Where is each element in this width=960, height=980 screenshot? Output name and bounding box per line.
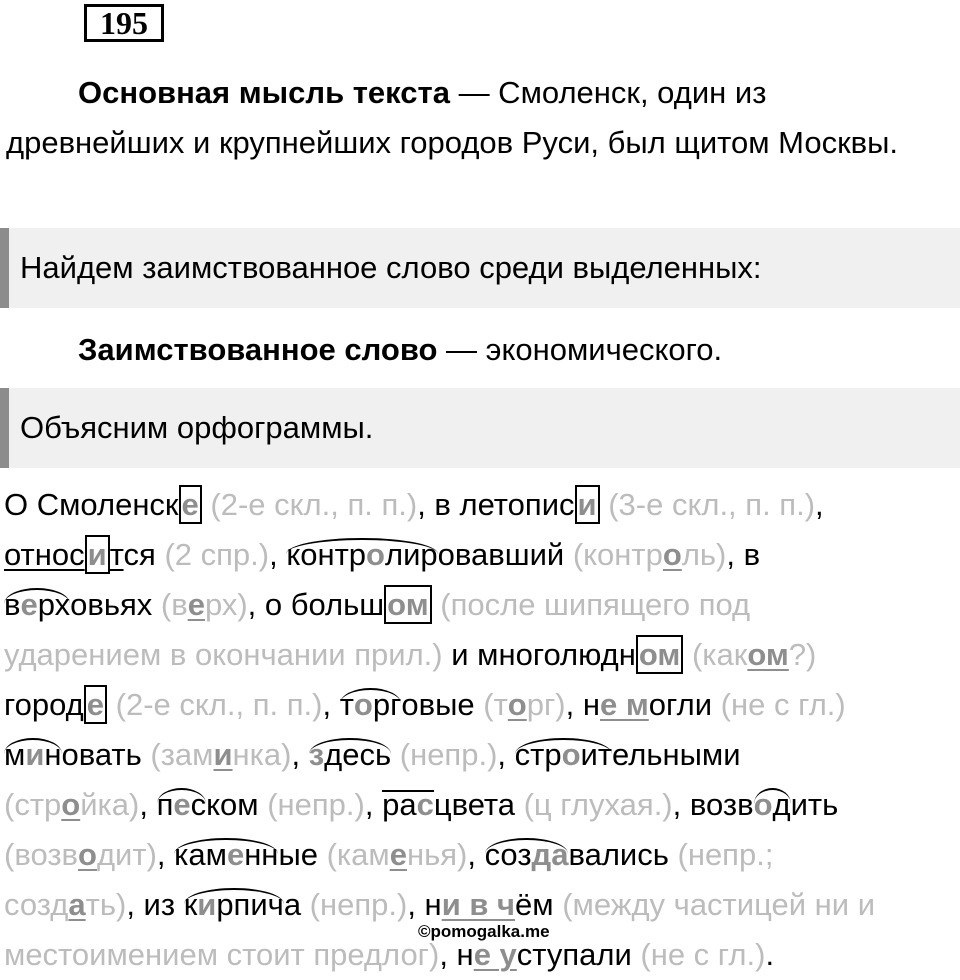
borrowed-word-line	[78, 325, 960, 375]
analysis-line: миновать (заминка), здесь (непр.), строительными	[4, 730, 960, 780]
analysis-line: местоимением стоит предлог), не уступали (не с гл.).	[4, 937, 775, 972]
analysis-line: ударением в окончании прил.) и многолюдном (каком?)	[4, 637, 817, 672]
band-accent	[0, 228, 9, 308]
analysis-line: О Смоленске (2-е скл., п. п.), в летописи (3-е скл., п. п.),	[4, 487, 824, 522]
hint-text-1: Найдем заимствованное слово среди выделенных:	[20, 250, 762, 285]
borrowed-text: — экономического.	[437, 332, 723, 367]
analysis-line: создать), из кирпича (непр.), ни в чём (между частицей ни и	[4, 880, 960, 930]
analysis-line: (возводит), каменные (каменья), создавались (непр.;	[4, 830, 960, 880]
main-idea-text: — Смоленск, один из древнейших и крупнейших городов Руси, был щитом Москвы.	[6, 75, 899, 160]
exercise-number: 195	[84, 4, 164, 42]
band-accent	[0, 388, 9, 468]
watermark: ©pomogalka.me	[418, 922, 550, 941]
main-idea-label: Основная мысль текста	[78, 75, 450, 110]
borrowed-label: Заимствованное слово	[78, 332, 438, 367]
analysis-line: городе (2-е скл., п. п.), торговые (торг), не могли (не с гл.)	[4, 680, 960, 730]
main-idea-paragraph	[6, 68, 946, 168]
analysis-line: относится (2 спр.), контролировавший (контроль), в	[4, 530, 960, 580]
hint-text-2: Объясним орфограммы.	[20, 410, 374, 445]
analysis-line: верховьях (верх), о большом (после шипящего под	[4, 580, 960, 630]
hint-band-2	[0, 388, 960, 468]
orthogram-analysis	[4, 480, 960, 980]
analysis-line: (стройка), песком (непр.), расцвета (ц глухая.), возводить	[4, 780, 960, 830]
hint-band-1	[0, 228, 960, 308]
